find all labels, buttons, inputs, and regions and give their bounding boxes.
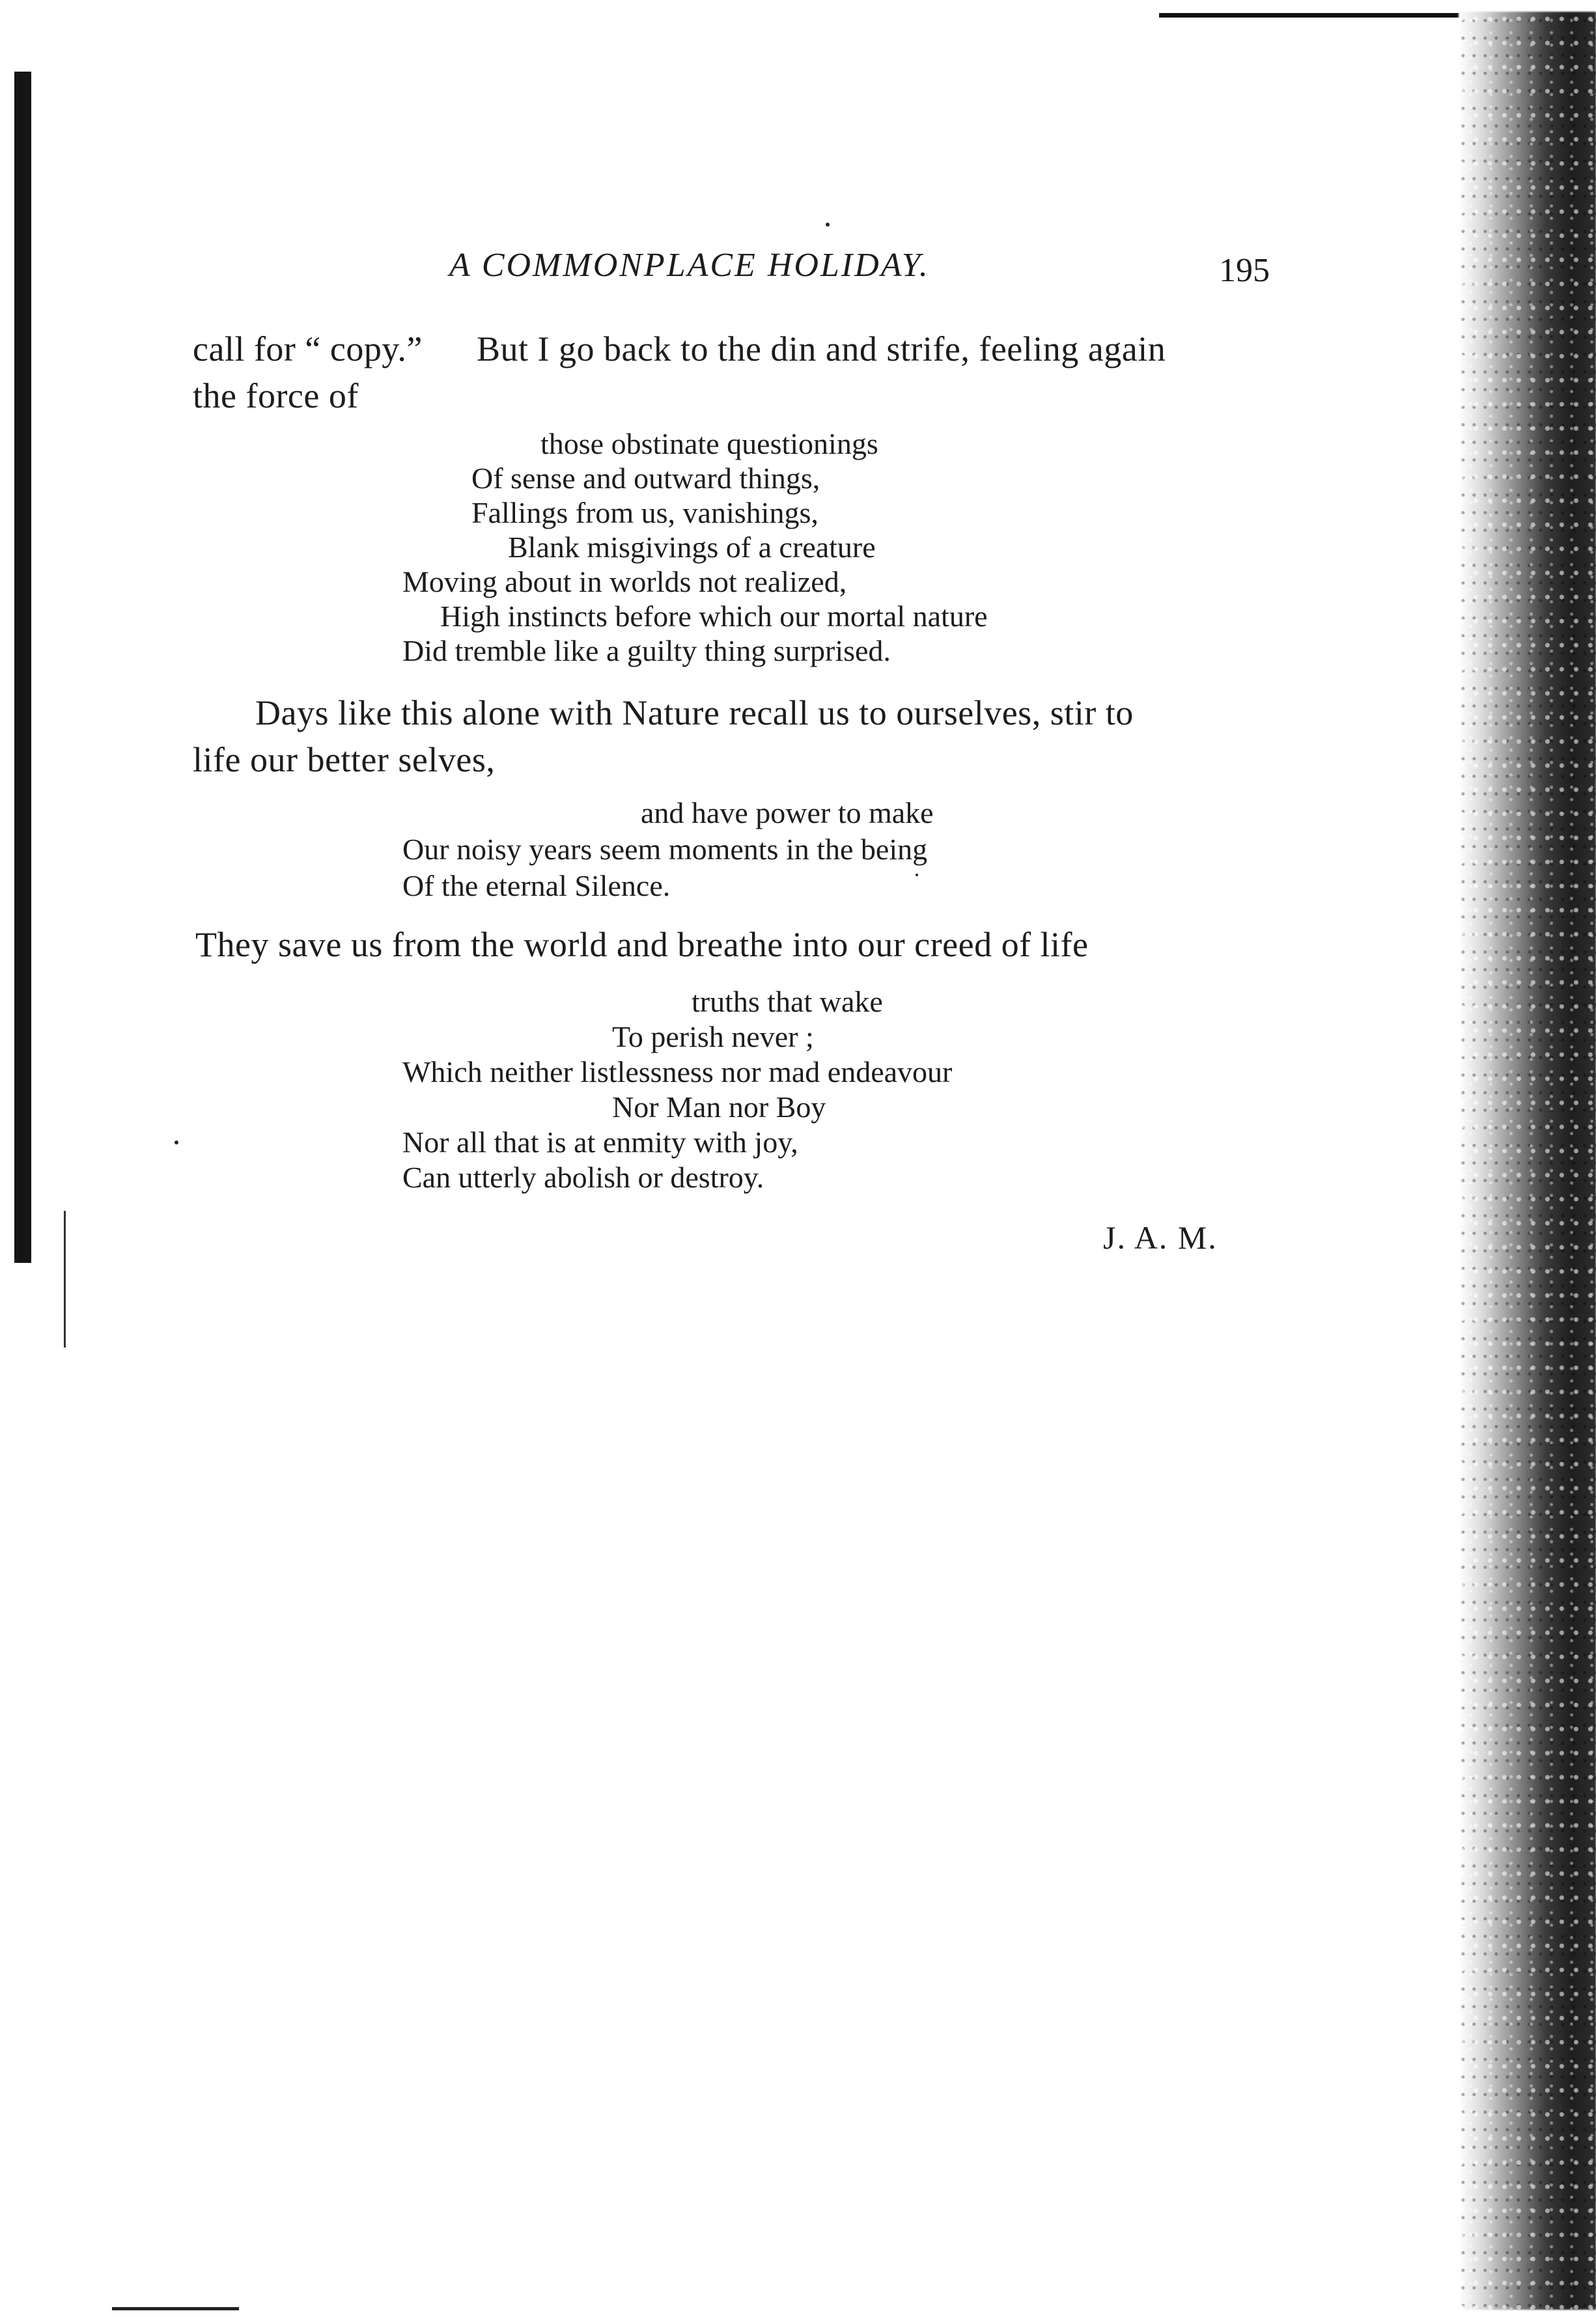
running-title: A COMMONPLACE HOLIDAY. <box>449 247 930 284</box>
verse-line: Did tremble like a guilty thing surprised. <box>402 634 891 667</box>
paragraph-line: Days like this alone with Nature recall us to ourselves, stir to <box>255 693 1134 732</box>
top-edge-rule <box>1159 13 1478 18</box>
print-speck <box>916 874 918 876</box>
verse-line: and have power to make <box>641 796 934 829</box>
verse-line: truths that wake <box>692 985 883 1018</box>
verse-line: Nor Man nor Boy <box>612 1090 826 1124</box>
paragraph-line: They save us from the world and breathe into our creed of life <box>195 925 1089 964</box>
verse-line: Nor all that is at enmity with joy, <box>402 1126 798 1159</box>
paragraph-line: life our better selves, <box>193 740 496 779</box>
left-edge-mark <box>64 1211 66 1348</box>
verse-line: Fallings from us, vanishings, <box>471 496 819 529</box>
verse-line: Of the eternal Silence. <box>402 869 671 902</box>
verse-line: Can utterly abolish or destroy. <box>402 1161 764 1194</box>
verse-line: those obstinate questionings <box>540 427 878 460</box>
paragraph-line: But I go back to the din and strife, feeling again <box>477 329 1166 368</box>
verse-line: Moving about in worlds not realized, <box>402 565 847 598</box>
verse-line: Blank misgivings of a creature <box>508 531 876 564</box>
verse-line: To perish never ; <box>612 1020 814 1053</box>
bottom-edge-rule <box>112 2307 239 2310</box>
right-page-edge-texture <box>1459 12 1596 2310</box>
verse-line: Which neither listlessness nor mad endeavour <box>402 1055 953 1088</box>
page-number: 195 <box>1219 252 1270 289</box>
print-speck <box>175 1141 178 1144</box>
left-binding-edge <box>14 72 31 1263</box>
verse-line: Our noisy years seem moments in the being <box>402 833 928 866</box>
paragraph-line: call for “ copy.” <box>193 329 423 368</box>
verse-line: Of sense and outward things, <box>471 462 820 495</box>
print-speck <box>826 223 830 227</box>
verse-line: High instincts before which our mortal nature <box>440 600 988 633</box>
paragraph-line: the force of <box>193 376 359 415</box>
author-signature: J. A. M. <box>1103 1219 1218 1256</box>
